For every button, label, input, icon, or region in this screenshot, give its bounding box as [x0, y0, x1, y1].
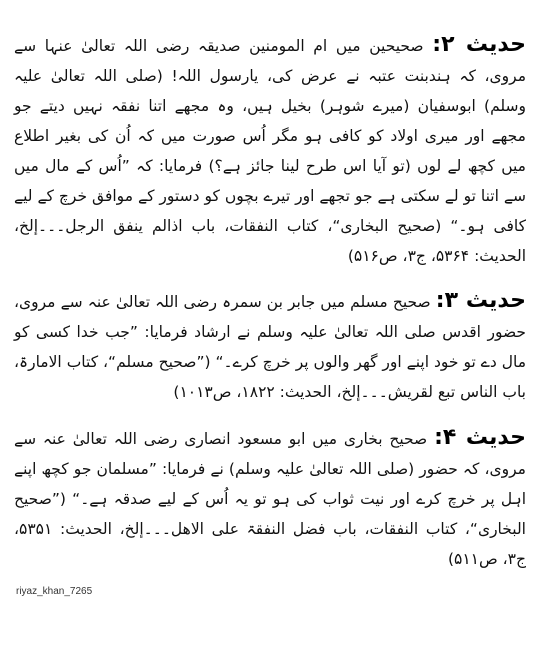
watermark: riyaz_khan_7265 — [16, 586, 93, 597]
hadith-2-label: حدیث ۲: — [432, 31, 526, 57]
hadith-3-text: صحیح مسلم میں جابر بن سمرہ رضی اللہ تعالیٰ عنہ سے مروی، حضور اقدس صلی اللہ تعالیٰ علیہ وسلم نے ارشاد فرمایا: ”جب خدا کسی کو مال دے تو خود اپنے اور گھر والوں پر خرچ کرے۔“ (”صحیح مسلم“، کتاب الامارۃ، باب الناس تبع لقریش۔۔۔إلخ، الحدیث: ۱۸۲۲، ص۱۰۱۳) — [14, 293, 526, 401]
hadith-2 — [14, 30, 526, 271]
hadith-3-label: حدیث ۳: — [435, 288, 526, 313]
hadith-3 — [14, 286, 526, 407]
hadith-2-text: صحیحین میں ام المومنین صدیقہ رضی اللہ تعالیٰ عنہا سے مروی، کہ ہندبنت عتبہ نے عرض کی، یارسول اللہ! (صلی اللہ تعالیٰ علیہ وسلم) ابوسفیان (میرے شوہر) بخیل ہیں، وہ مجھے اتنا نفقہ نہیں دیتے جو مجھے اور میری اولاد کو کافی ہو مگر اُس صورت میں کہ اُن کی بغیر اطلاع میں کچھ لے لوں (تو آیا اس طرح لینا جائز ہے؟) فرمایا: کہ ”اُس کے مال میں سے اتنا تو لے سکتی ہے جو تجھے اور تیرے بچوں کو دستور کے موافق خرچ کے لیے کافی ہو۔“ (صحیح البخاری“، کتاب النفقات، باب اذالم ینفق الرجل۔۔۔إلخ، الحدیث: ۵۳۶۴، ج۳، ص۵۱۶) — [14, 36, 526, 265]
hadith-4 — [14, 423, 526, 574]
hadith-4-text: صحیح بخاری میں ابو مسعود انصاری رضی اللہ تعالیٰ عنہ سے مروی، کہ حضور (صلی اللہ تعالیٰ علیہ وسلم) نے فرمایا: ”مسلمان جو کچھ اپنے اہل پر خرچ کرے اور نیت ثواب کی ہو تو یہ اُس کے لیے صدقہ ہے۔“ (”صحیح البخاری“، کتاب النفقات، باب فضل النفقۃ علی الاھل۔۔۔إلخ، الحدیث: ۵۳۵۱، ج۳، ص۵۱۱) — [14, 429, 526, 568]
hadith-4-label: حدیث ۴: — [434, 424, 526, 450]
